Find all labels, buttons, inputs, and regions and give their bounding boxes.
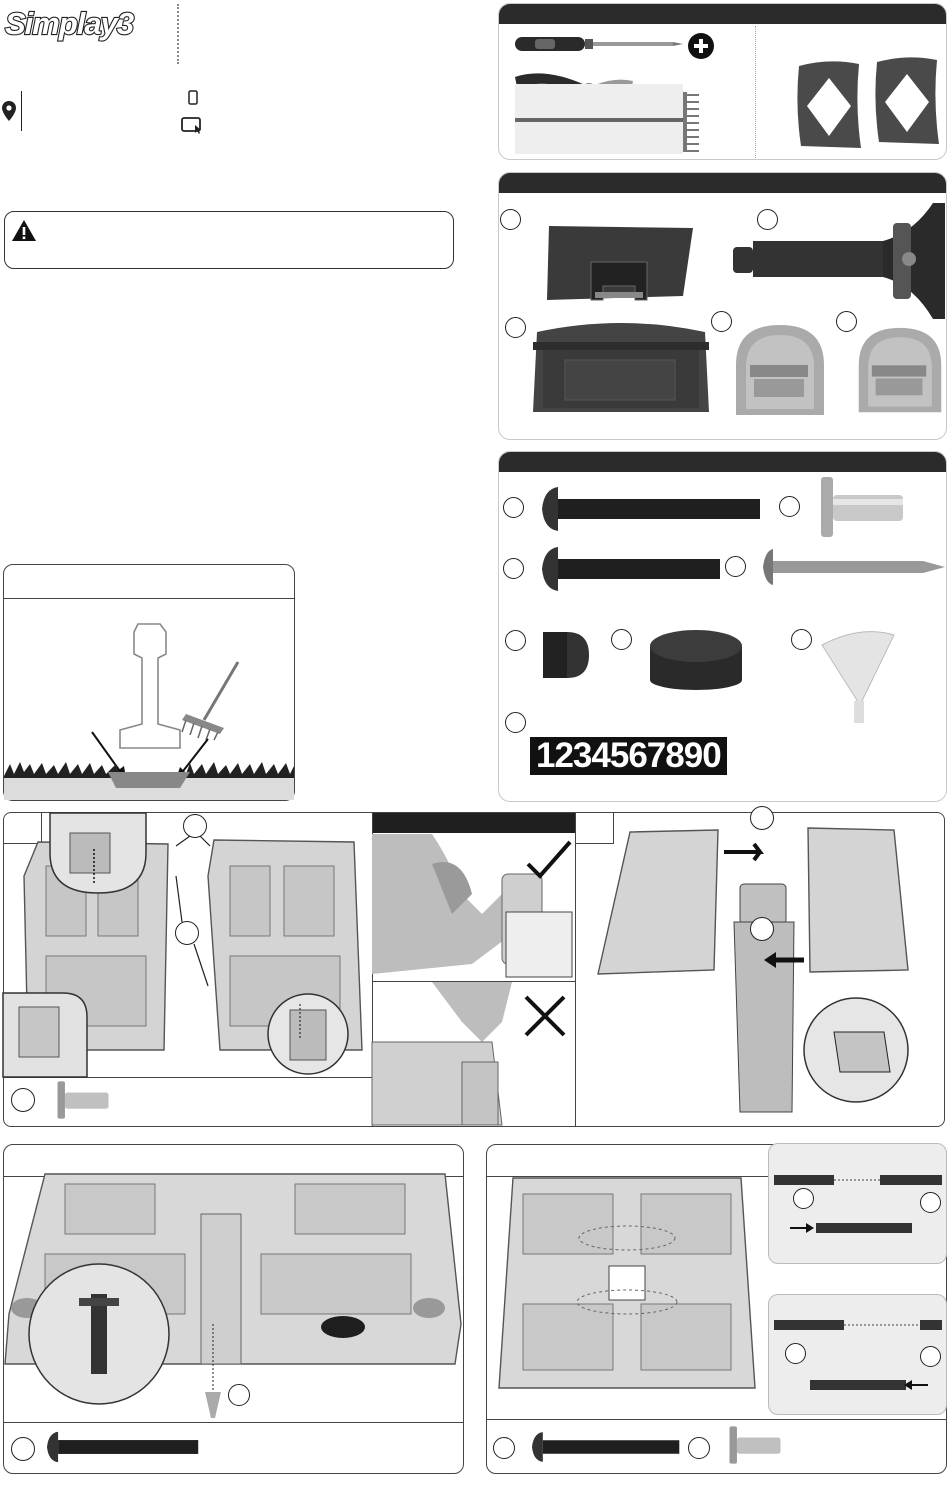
part-callout-circle [920,1346,941,1367]
mailbox-base-part [543,226,695,306]
part-callout-circle [711,311,732,332]
part-callout-circle [505,630,526,651]
part-callout-circle [503,558,524,579]
mailbox-door-part [855,325,945,415]
cap-nut-part [543,632,589,678]
long-bolt-part [47,1427,201,1467]
gravel-bag-icon [795,56,945,150]
part-callout-circle [750,917,774,941]
detail-magnifier [50,813,146,893]
bolt-detail-top [770,1165,946,1255]
hardware-panel-bar [499,452,946,472]
part-callout-circle [175,921,199,945]
long-bolt-part [532,1427,682,1467]
step2-hardware-strip-line [4,1422,463,1423]
mailbox-arm-part [733,203,945,319]
detail-magnifier [3,993,87,1077]
tools-panel-divider [755,26,756,158]
step3-hardware-strip-line [487,1419,946,1420]
part-callout-circle [505,712,526,733]
location-pin-icon [2,101,16,121]
part-callout-circle [11,1088,35,1112]
part-callout-circle [183,814,207,838]
warning-icon [11,219,37,242]
mailbox-body-part [531,320,711,416]
step1-divider-right [575,813,576,1126]
warning-box [4,211,454,269]
ground-grass [4,762,294,800]
part-callout-circle [791,629,812,650]
base-assembly [5,1174,461,1419]
part-callout-circle [503,497,524,518]
part-callout-circle [725,556,746,577]
barrel-nut-part [727,1425,783,1465]
brand-logo: Simplay3 [5,6,134,41]
mailbox-door-part [732,325,828,415]
barrel-nut-part [817,477,907,537]
part-callout-circle [920,1192,941,1213]
long-bolt-part [542,485,764,533]
part-callout-circle [505,317,526,338]
part-callout-circle [500,209,521,230]
detail-magnifier [258,992,358,1076]
part-callout-circle [785,1343,806,1364]
part-callout-circle [793,1188,814,1209]
screwdriver-icon [515,33,685,55]
phone-icon [188,90,198,105]
tablet-icon [181,117,203,134]
round-cap-part [648,628,744,690]
part-callout-circle [11,1437,35,1461]
site-prep-header-line [4,598,294,599]
part-callout-circle [611,629,632,650]
parts-panel-bar [499,173,946,193]
callout-lines [150,826,230,1006]
contact-divider [21,91,22,131]
part-callout-circle [493,1437,515,1459]
rake-icon [515,88,695,154]
header-divider [177,4,179,64]
base-assembly-top [493,1174,763,1398]
short-bolt-part [542,545,724,593]
plus-icon [687,32,715,60]
number-sticker-strip: 1234567890 [530,737,727,775]
rake-icon [182,660,242,740]
checkmark-icon [526,838,572,886]
funnel-part [820,631,896,725]
part-callout-circle [228,1384,250,1406]
wood-screw-part [763,549,945,585]
x-icon [522,993,568,1039]
part-callout-circle [750,806,774,830]
base-with-post [594,822,944,1122]
barrel-nut-part [55,1080,111,1120]
part-callout-circle [688,1437,710,1459]
part-callout-circle [779,496,800,517]
step1-inset-bar [373,813,575,833]
tools-panel-bar [499,4,946,24]
